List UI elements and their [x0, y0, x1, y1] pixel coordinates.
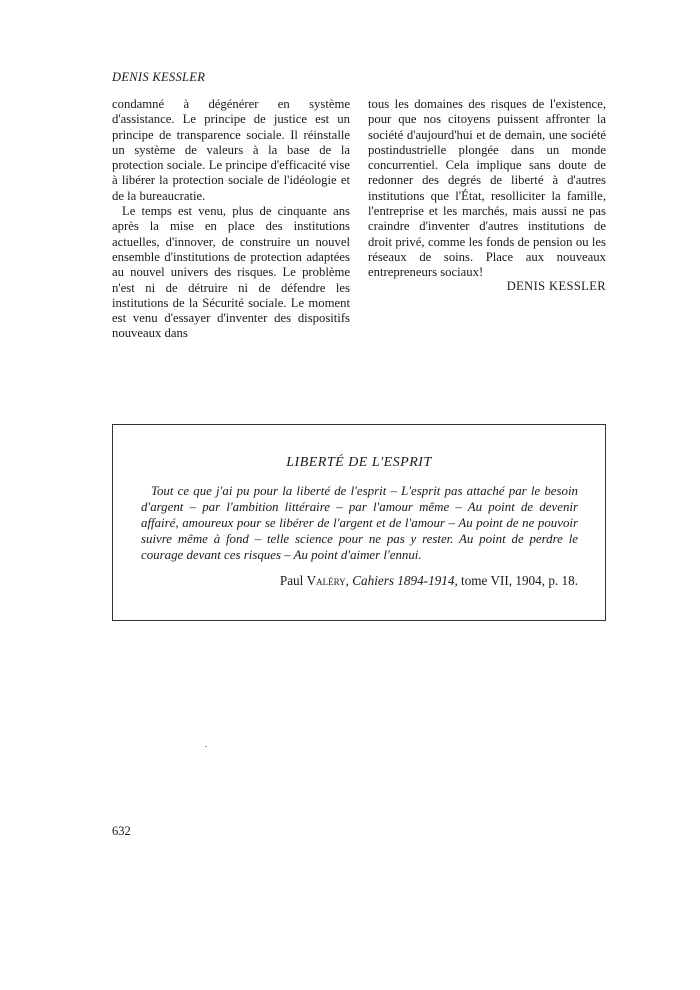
page-number: 632 — [112, 824, 131, 838]
right-column — [368, 97, 606, 281]
quote-text: Tout ce que j'ai pu pour la liberté de l'esprit – L'esprit pas attaché par le besoin d'argent – par l'ambition littéraire – par l'amour même – Au point de devenir affairé, amoureux pour se libérer de l'argent et de l'amour – Au point de ne pouvoir suivre même à fond – telle science pour ne pas y rester. Au point de perdre le courage devant ces risques – Au point d'aimer l'ennui. — [141, 484, 578, 562]
stray-mark — [205, 746, 207, 747]
quote-source: Paul Valéry, Cahiers 1894-1914, tome VII, 1904, p. 18. — [279, 573, 578, 588]
author-signature: DENIS KESSLER — [506, 279, 606, 293]
quote-box — [112, 424, 606, 621]
left-paragraph-1: condamné à dégénérer en système d'assistance. Le principe de justice est un principe de transparence sociale. Il réinstalle un système de valeurs à la base de la protection sociale. Le principe d'efficacité vise à libérer la protection sociale de l'idéologie et de la bureaucratie. — [112, 97, 350, 203]
source-details: , tome VII, 1904, p. 18. — [454, 573, 578, 588]
source-work: Cahiers 1894-1914 — [352, 573, 455, 588]
right-paragraph-1: tous les domaines des risques de l'existence, pour que nos citoyens puissent affronter la société d'aujourd'hui et de demain, une société postindustrielle plongée dans un monde concurrentiel. Cela implique sans doute de redonner des degrés de liberté à d'autres institutions que l'État, resolliciter la famille, l'entreprise et les marchés, mais aussi ne pas craindre d'inventer d'autres institutions de droit privé, comme les fonds de pension ou les réseaux de soins. Place aux nouveaux entrepreneurs sociaux! — [368, 97, 606, 280]
source-author-first: Paul — [279, 573, 304, 588]
running-head: DENIS KESSLER — [112, 70, 206, 84]
left-paragraph-2: Le temps est venu, plus de cinquante ans après la mise en place des institutions actuelles, d'innover, de construire un nouvel ensemble d'institutions de protection adaptées au nouvel univers des risques. Le problème n'est ni de détruire ni de défendre les institutions de la Sécurité sociale. Le moment est venu d'essayer d'inventer des dispositifs nouveaux dans — [112, 204, 350, 341]
left-column — [112, 97, 350, 342]
source-author-last: Valéry — [306, 573, 346, 588]
quote-box-title: LIBERTÉ DE L'ESPRIT — [286, 455, 432, 470]
